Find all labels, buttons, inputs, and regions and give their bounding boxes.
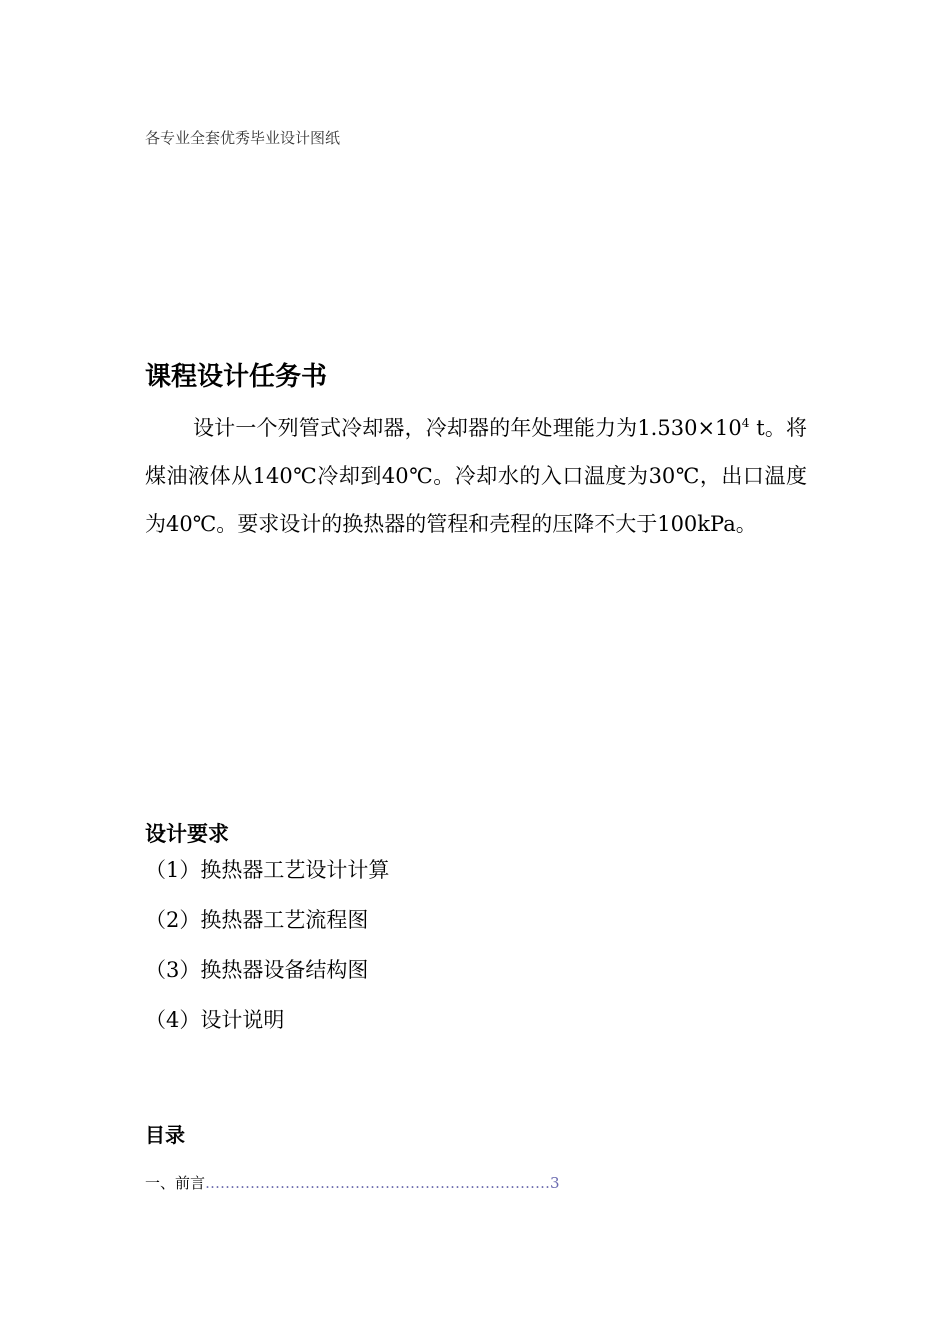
task-description <box>145 404 807 548</box>
requirement-item: （2）换热器工艺流程图 <box>145 908 369 932</box>
requirement-item: （3）换热器设备结构图 <box>145 958 369 982</box>
toc-entry[interactable] <box>145 1172 560 1193</box>
toc-title: 目录 <box>145 1123 185 1147</box>
task-body-part2: t。将煤油液体从140℃冷却到40℃。冷却水的入口温度为30℃，出口温度为40℃。要求设计的换热器的管程和壳程的压降不大于100kPa。 <box>145 416 807 536</box>
requirements-list <box>145 852 389 1052</box>
requirement-item: （1）换热器工艺设计计算 <box>145 858 390 882</box>
requirements-title: 设计要求 <box>145 821 229 846</box>
task-body-part1: 设计一个列管式冷却器，冷却器的年处理能力为1.530×10 <box>193 416 742 440</box>
task-body-exponent: 4 <box>741 416 750 430</box>
requirement-item: （4）设计说明 <box>145 1008 285 1032</box>
toc-entry-label: 一、前言 <box>145 1174 206 1192</box>
task-title: 课程设计任务书 <box>145 362 328 392</box>
toc-entry-page: 3 <box>550 1174 560 1192</box>
header-note: 各专业全套优秀毕业设计图纸 <box>145 129 341 147</box>
toc-entry-leader: …………………………………………………………… <box>205 1174 551 1192</box>
